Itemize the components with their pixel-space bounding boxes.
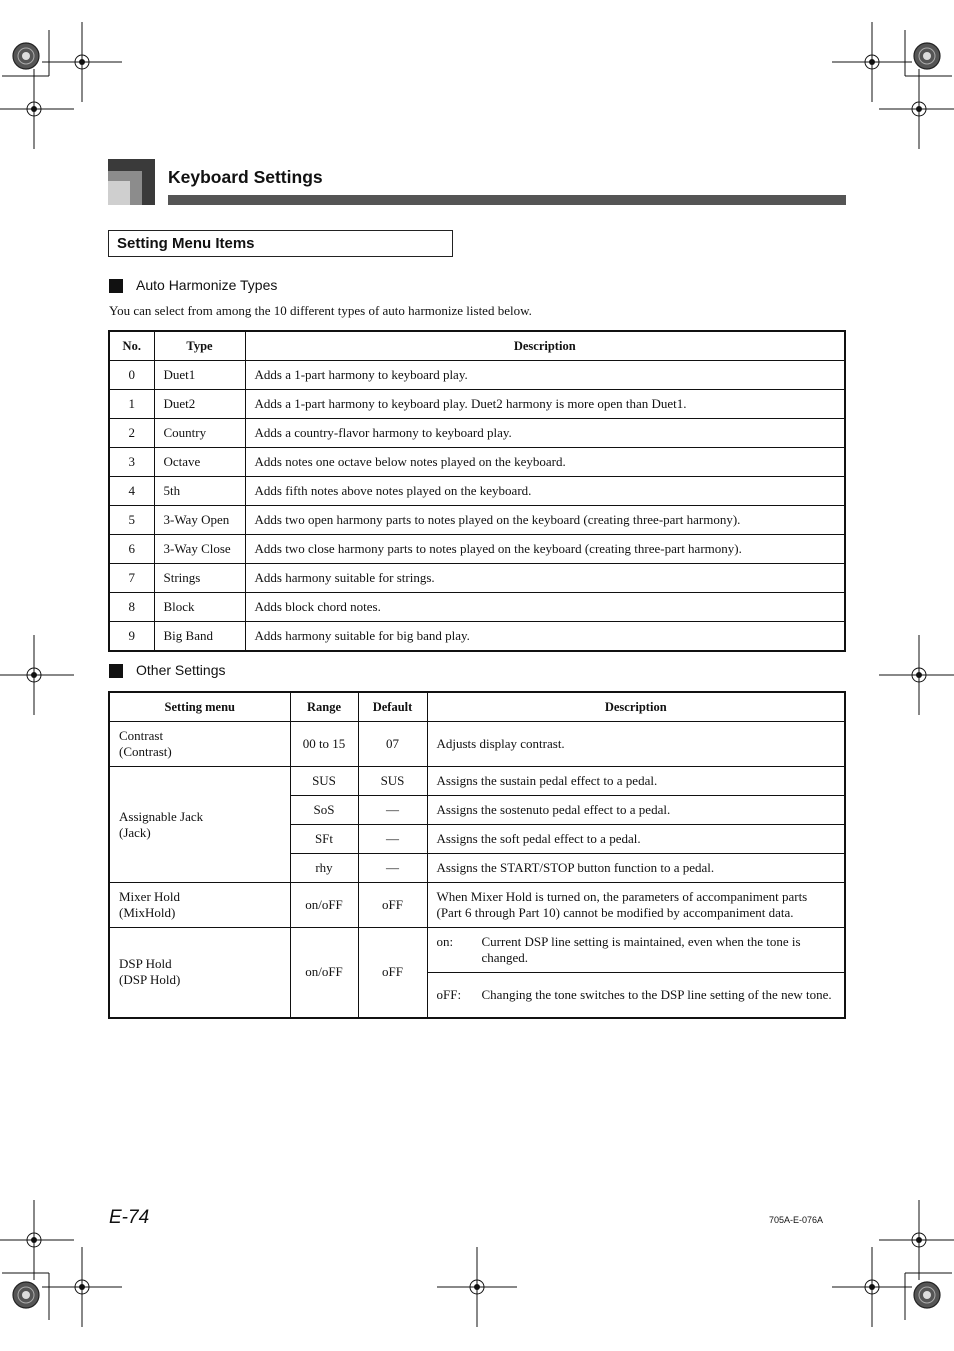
type-number: 3 <box>109 448 154 477</box>
type-description: Adds two close harmony parts to notes played on the keyboard (creating three-part harmony). <box>245 535 845 564</box>
registration-cross-icon <box>879 635 954 715</box>
table-row <box>109 767 845 796</box>
type-name: Country <box>154 419 245 448</box>
column-header: Setting menu <box>109 692 290 722</box>
type-number: 7 <box>109 564 154 593</box>
registration-disc-icon <box>13 1282 39 1308</box>
type-number: 6 <box>109 535 154 564</box>
registration-cross-icon <box>879 1200 954 1280</box>
type-description: Adds fifth notes above notes played on the keyboard. <box>245 477 845 506</box>
column-header: Default <box>358 692 427 722</box>
type-number: 2 <box>109 419 154 448</box>
setting-default: — <box>358 796 427 825</box>
setting-range: on/oFF <box>290 928 358 1018</box>
page-number: E-74 <box>109 1207 150 1228</box>
type-name: 3-Way Open <box>154 506 245 535</box>
setting-alias: (MixHold) <box>119 905 176 920</box>
type-description: Adds harmony suitable for strings. <box>245 564 845 593</box>
header-decoration <box>108 159 155 205</box>
type-description: Adds a 1-part harmony to keyboard play. <box>245 361 845 390</box>
setting-default: — <box>358 825 427 854</box>
setting-name: Contrast <box>119 728 164 743</box>
type-description: Adds two open harmony parts to notes played on the keyboard (creating three-part harmony). <box>245 506 845 535</box>
type-number: 4 <box>109 477 154 506</box>
type-description: Adds notes one octave below notes played on the keyboard. <box>245 448 845 477</box>
type-number: 1 <box>109 390 154 419</box>
document-code: 705A-E-076A <box>769 1215 824 1225</box>
table-row <box>109 593 845 622</box>
table-row <box>109 448 845 477</box>
setting-range: rhy <box>290 854 358 883</box>
table-row <box>109 361 845 390</box>
setting-description-cell <box>427 928 845 973</box>
type-description: Adds a country-flavor harmony to keyboard play. <box>245 419 845 448</box>
column-header: Type <box>154 331 245 361</box>
table-row <box>109 564 845 593</box>
setting-name-cell <box>109 722 290 767</box>
table-row <box>109 622 845 652</box>
setting-default: 07 <box>358 722 427 767</box>
table-row <box>109 535 845 564</box>
registration-cross-icon <box>0 69 74 149</box>
bullet-square-icon <box>109 279 123 293</box>
type-name: 3-Way Close <box>154 535 245 564</box>
setting-range: SFt <box>290 825 358 854</box>
registration-cross-icon <box>437 1247 517 1327</box>
column-header: Range <box>290 692 358 722</box>
option-description: Changing the tone switches to the DSP line setting of the new tone. <box>481 986 832 1002</box>
table-header-row <box>109 331 845 361</box>
setting-default: oFF <box>358 928 427 1018</box>
setting-description: Assigns the sustain pedal effect to a pedal. <box>427 767 845 796</box>
setting-alias: (DSP Hold) <box>119 972 181 988</box>
setting-range: 00 to 15 <box>290 722 358 767</box>
setting-description: Adjusts display contrast. <box>427 722 845 767</box>
registration-cross-icon <box>42 1247 122 1327</box>
auto-harmonize-table <box>108 330 846 652</box>
section-title-box <box>108 230 453 257</box>
option-key: on: <box>436 934 454 949</box>
setting-name: Mixer Hold <box>119 889 181 904</box>
setting-default: SUS <box>358 767 427 796</box>
setting-description: (Part 6 through Part 10) cannot be modified by accompaniment data. <box>436 905 794 920</box>
type-number: 8 <box>109 593 154 622</box>
section-title: Setting Menu Items <box>117 235 255 252</box>
registration-disc-icon <box>914 43 940 69</box>
type-description: Adds harmony suitable for big band play. <box>245 622 845 652</box>
type-number: 9 <box>109 622 154 652</box>
subsection-heading-other-settings: Other Settings <box>136 662 226 678</box>
type-name: Octave <box>154 448 245 477</box>
type-number: 0 <box>109 361 154 390</box>
table-row <box>109 390 845 419</box>
table-row <box>109 477 845 506</box>
setting-description-cell <box>427 973 845 1018</box>
page-title: Keyboard Settings <box>168 167 323 187</box>
title-underline-bar <box>168 195 846 205</box>
setting-name-cell <box>109 928 290 1018</box>
setting-name: DSP Hold <box>119 956 172 972</box>
setting-name-cell <box>109 883 290 928</box>
column-header: Description <box>245 331 845 361</box>
option-key: oFF: <box>436 986 462 1002</box>
table-row <box>109 928 845 973</box>
table-row <box>109 506 845 535</box>
registration-cross-icon <box>879 69 954 149</box>
table-row <box>109 722 845 767</box>
bullet-square-icon <box>109 664 123 678</box>
setting-range: SoS <box>290 796 358 825</box>
setting-description-cell <box>427 883 845 928</box>
setting-alias: (Contrast) <box>119 744 172 759</box>
type-description: Adds a 1-part harmony to keyboard play. Duet2 harmony is more open than Duet1. <box>245 390 845 419</box>
setting-default: — <box>358 854 427 883</box>
type-description: Adds block chord notes. <box>245 593 845 622</box>
intro-text: You can select from among the 10 different types of auto harmonize listed below. <box>109 303 532 318</box>
registration-disc-icon <box>914 1282 940 1308</box>
column-header: No. <box>109 331 154 361</box>
option-description: Current DSP line setting is maintained, even when the tone is changed. <box>481 934 801 965</box>
type-name: 5th <box>154 477 245 506</box>
setting-name: Assignable Jack <box>119 808 204 824</box>
table-header-row <box>109 692 845 722</box>
registration-cross-icon <box>0 635 74 715</box>
other-settings-table <box>108 691 846 1019</box>
type-name: Duet1 <box>154 361 245 390</box>
type-name: Duet2 <box>154 390 245 419</box>
setting-range: on/oFF <box>290 883 358 928</box>
setting-name-cell <box>109 767 290 883</box>
type-name: Block <box>154 593 245 622</box>
setting-description: Assigns the sostenuto pedal effect to a pedal. <box>427 796 845 825</box>
registration-cross-icon <box>832 22 912 102</box>
registration-disc-icon <box>13 43 39 69</box>
type-number: 5 <box>109 506 154 535</box>
table-row <box>109 419 845 448</box>
setting-range: SUS <box>290 767 358 796</box>
type-name: Big Band <box>154 622 245 652</box>
setting-description: Assigns the START/STOP button function to a pedal. <box>427 854 845 883</box>
setting-alias: (Jack) <box>119 824 151 840</box>
subsection-heading-auto-harmonize: Auto Harmonize Types <box>136 277 278 293</box>
setting-default: oFF <box>358 883 427 928</box>
column-header: Description <box>427 692 845 722</box>
setting-description: When Mixer Hold is turned on, the parameters of accompaniment parts <box>436 889 808 904</box>
setting-description: Assigns the soft pedal effect to a pedal. <box>427 825 845 854</box>
type-name: Strings <box>154 564 245 593</box>
registration-cross-icon <box>0 1200 74 1280</box>
registration-cross-icon <box>42 22 122 102</box>
table-row <box>109 883 845 928</box>
registration-cross-icon <box>832 1247 912 1327</box>
